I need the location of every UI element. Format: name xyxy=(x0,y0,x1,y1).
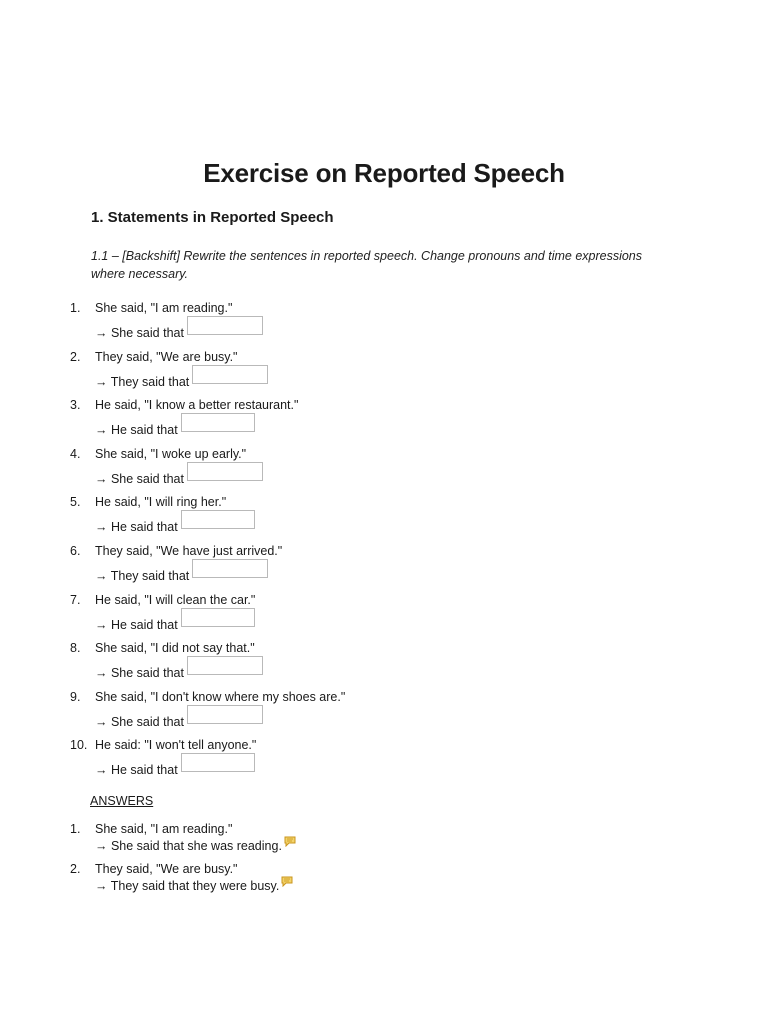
answer-line xyxy=(95,564,268,583)
exercise-item xyxy=(0,686,768,735)
exercise-item xyxy=(0,734,768,783)
answer-list xyxy=(0,819,768,899)
answer-prompt: They said, "We are busy." xyxy=(95,862,238,876)
answer-lead: → They said that xyxy=(95,374,190,389)
answer-item xyxy=(0,859,768,899)
answer-line xyxy=(95,515,255,534)
exercise-prompt: They said, "We are busy." xyxy=(95,349,238,364)
exercise-prompt: He said, "I will clean the car." xyxy=(95,592,256,607)
exercise-prompt: She said, "I don't know where my shoes are." xyxy=(95,689,346,704)
answers-link[interactable]: ANSWERS xyxy=(90,794,154,808)
answer-lead: → She said that xyxy=(95,714,184,729)
exercise-prompt: He said, "I will ring her." xyxy=(95,495,227,510)
item-number: 1. xyxy=(70,822,81,836)
exercise-prompt: He said: "I won't tell anyone." xyxy=(95,738,257,753)
exercise-prompt: She said, "I did not say that." xyxy=(95,641,255,656)
exercise-prompt: They said, "We have just arrived." xyxy=(95,543,283,558)
answer-lead: → He said that xyxy=(95,423,178,438)
instructions: 1.1 – [Backshift] Rewrite the sentences in reported speech. Change pronouns and time expressions where necessary. xyxy=(91,249,643,281)
answer-line xyxy=(95,710,263,729)
answer-input[interactable] xyxy=(181,608,255,627)
exercise-prompt: He said, "I know a better restaurant." xyxy=(95,398,299,413)
item-number: 1. xyxy=(70,301,81,315)
comment-icon[interactable] xyxy=(284,836,296,850)
answer-input[interactable] xyxy=(187,705,263,724)
answer-lead: → They said that xyxy=(95,568,190,583)
item-number: 7. xyxy=(70,592,81,607)
exercise-prompt: She said, "I woke up early." xyxy=(95,446,247,461)
answer-line xyxy=(95,613,255,632)
item-number: 5. xyxy=(70,495,81,510)
answer-line xyxy=(95,467,263,486)
item-number: 9. xyxy=(70,689,81,704)
answer-lead: → He said that xyxy=(95,520,178,535)
answer-text xyxy=(95,839,296,853)
exercise-prompt: She said, "I am reading." xyxy=(95,301,233,315)
page-title: Exercise on Reported Speech xyxy=(203,158,565,188)
item-number: 10. xyxy=(70,738,88,753)
answer-text xyxy=(95,879,293,893)
item-number: 3. xyxy=(70,398,81,413)
exercise-item xyxy=(0,540,768,589)
answer-input[interactable] xyxy=(181,753,255,772)
answer-input[interactable] xyxy=(187,462,263,481)
exercise-item xyxy=(0,637,768,686)
item-number: 2. xyxy=(70,349,81,364)
answer-lead: → She said that xyxy=(95,471,184,486)
exercise-list xyxy=(0,297,768,783)
answer-sentence: → She said that she was reading. xyxy=(95,839,282,853)
answer-input[interactable] xyxy=(187,316,263,335)
exercise-item xyxy=(0,394,768,443)
answer-input[interactable] xyxy=(192,365,268,384)
answer-line xyxy=(95,370,268,389)
answer-line xyxy=(95,418,255,437)
item-number: 8. xyxy=(70,641,81,656)
answer-input[interactable] xyxy=(187,656,263,675)
answer-sentence: → They said that they were busy. xyxy=(95,879,280,893)
exercise-item xyxy=(0,297,768,346)
exercise-item xyxy=(0,589,768,638)
answer-lead: → He said that xyxy=(95,617,178,632)
answer-lead: → She said that xyxy=(95,666,184,681)
answer-input[interactable] xyxy=(181,413,255,432)
answer-lead: → She said that xyxy=(95,326,184,340)
answer-prompt: She said, "I am reading." xyxy=(95,822,233,836)
answer-input[interactable] xyxy=(192,559,268,578)
exercise-item xyxy=(0,346,768,395)
item-number: 2. xyxy=(70,862,81,876)
item-number: 4. xyxy=(70,446,81,461)
answer-line xyxy=(95,321,263,340)
answer-input[interactable] xyxy=(181,510,255,529)
answer-lead: → He said that xyxy=(95,763,178,778)
exercise-item xyxy=(0,443,768,492)
item-number: 6. xyxy=(70,543,81,558)
answer-line xyxy=(95,661,263,680)
exercise-item xyxy=(0,491,768,540)
comment-icon[interactable] xyxy=(281,876,293,890)
answer-item xyxy=(0,819,768,859)
section-heading: 1. Statements in Reported Speech xyxy=(91,209,334,226)
answer-line xyxy=(95,758,255,777)
